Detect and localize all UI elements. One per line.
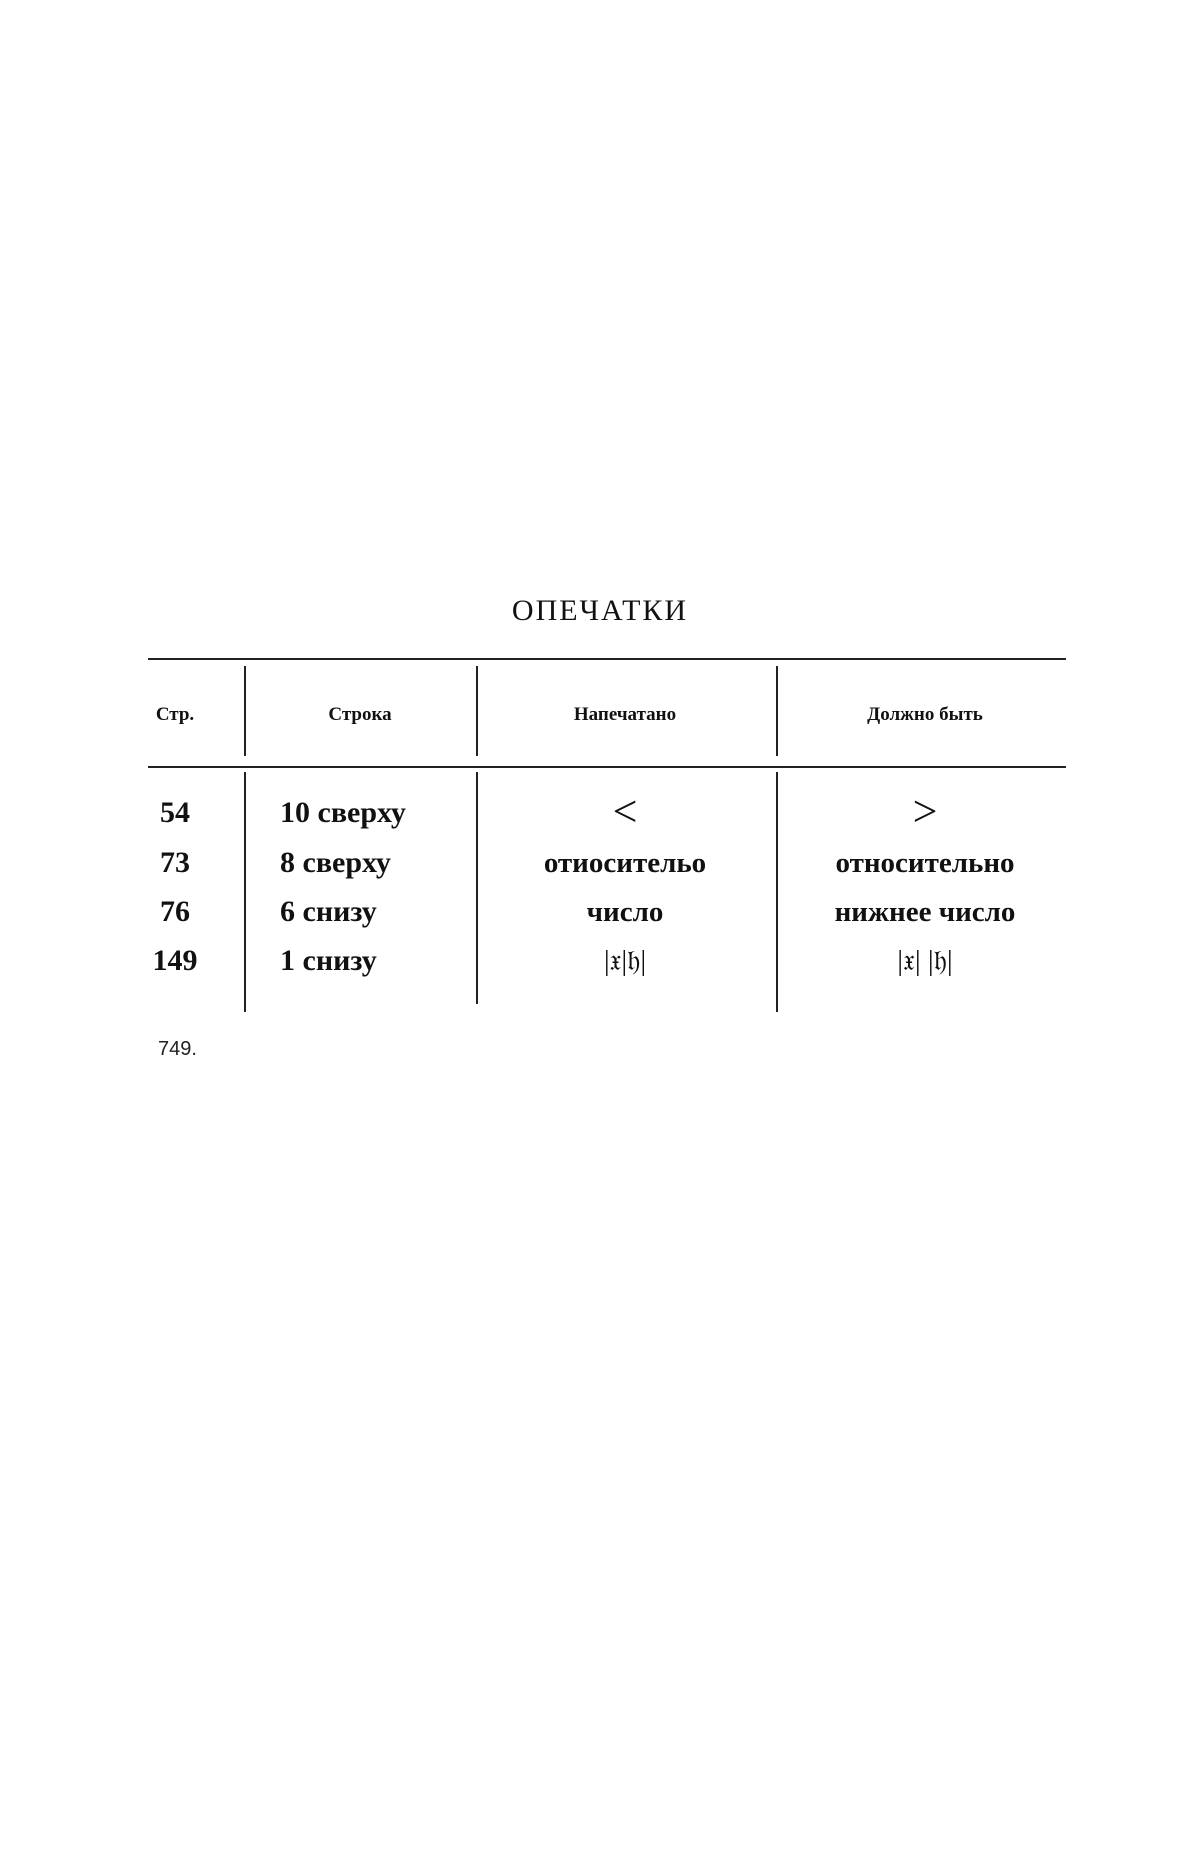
header-line: Строка	[328, 704, 392, 725]
table-header-rule	[148, 766, 1066, 768]
column-divider	[476, 666, 478, 756]
row-printed: число	[586, 896, 664, 928]
column-divider	[476, 772, 478, 1004]
row-printed: <	[612, 787, 638, 836]
header-page: Стр.	[155, 704, 195, 725]
column-divider	[244, 772, 246, 1012]
row-line: 1 снизу	[280, 944, 377, 977]
column-divider	[776, 666, 778, 756]
row-page: 76	[160, 895, 190, 928]
row-page: 54	[160, 796, 190, 829]
row-printed: отиосительо	[543, 847, 707, 879]
column-divider	[244, 666, 246, 756]
row-line: 6 снизу	[280, 895, 377, 928]
row-should-be: нижнее число	[834, 896, 1016, 928]
row-printed: |𝔵|𝔥|	[603, 945, 647, 977]
row-page: 149	[152, 944, 198, 977]
row-page: 73	[160, 846, 190, 879]
page-title: ОПЕЧАТКИ	[511, 594, 689, 627]
page-footnote: 749.	[158, 1038, 197, 1060]
row-should-be: >	[912, 787, 938, 836]
row-should-be: |𝔵| |𝔥|	[897, 945, 953, 977]
row-line: 8 сверху	[280, 846, 391, 879]
table-top-rule	[148, 658, 1066, 660]
column-divider	[776, 772, 778, 1012]
row-line: 10 сверху	[280, 796, 406, 829]
row-should-be: относительно	[835, 847, 1015, 879]
header-printed: Напечатано	[573, 704, 677, 725]
header-should-be: Должно быть	[867, 704, 983, 725]
